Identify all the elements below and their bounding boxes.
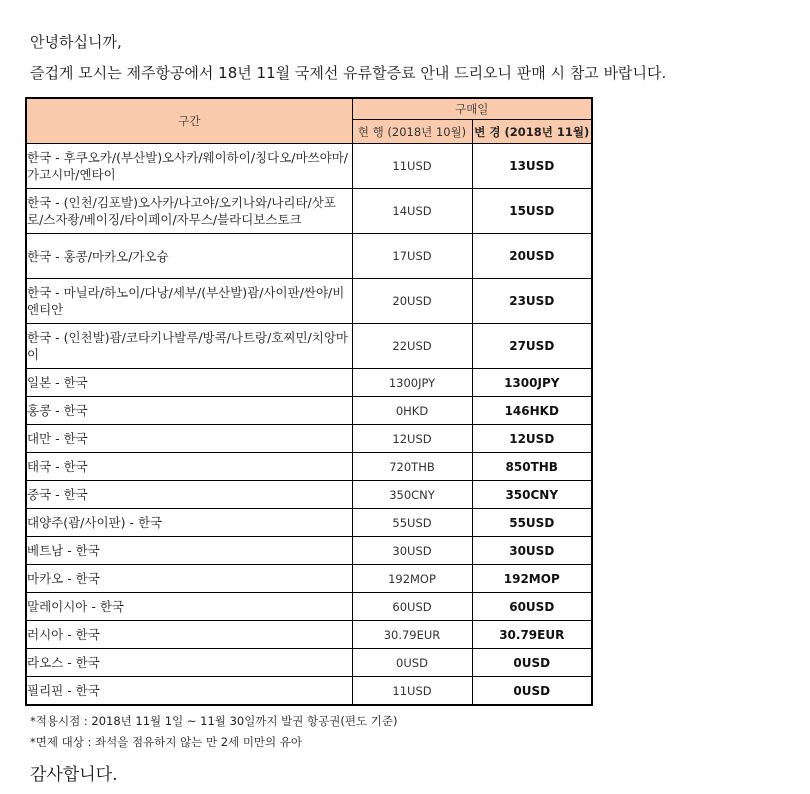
route-cell: 대만 - 한국 xyxy=(26,425,352,453)
current-fee-cell: 14USD xyxy=(352,189,472,234)
footnote-exemption: *면제 대상 : 좌석을 점유하지 않는 만 2세 미만의 유아 xyxy=(30,735,303,749)
changed-fee-cell: 13USD xyxy=(472,144,592,189)
current-fee-cell: 192MOP xyxy=(352,565,472,593)
route-cell: 중국 - 한국 xyxy=(26,481,352,509)
table-row xyxy=(26,324,592,369)
intro-text: 즐겁게 모시는 제주항공에서 18년 11월 국제선 유류할증료 안내 드리오니 판매 시 참고 바랍니다. xyxy=(30,64,667,82)
changed-fee-cell: 350CNY xyxy=(472,481,592,509)
table-row xyxy=(26,189,592,234)
table-row xyxy=(26,649,592,677)
changed-fee-cell: 146HKD xyxy=(472,397,592,425)
route-cell: 말레이시아 - 한국 xyxy=(26,593,352,621)
table-row xyxy=(26,369,592,397)
table-row xyxy=(26,593,592,621)
table-row xyxy=(26,397,592,425)
current-fee-cell: 30USD xyxy=(352,537,472,565)
header-changed: 변 경 (2018년 11월) xyxy=(472,120,592,144)
current-fee-cell: 1300JPY xyxy=(352,369,472,397)
current-fee-cell: 30.79EUR xyxy=(352,621,472,649)
changed-fee-cell: 1300JPY xyxy=(472,369,592,397)
route-cell: 홍콩 - 한국 xyxy=(26,397,352,425)
changed-fee-cell: 20USD xyxy=(472,234,592,279)
current-fee-cell: 20USD xyxy=(352,279,472,324)
changed-fee-cell: 0USD xyxy=(472,649,592,677)
route-cell: 라오스 - 한국 xyxy=(26,649,352,677)
changed-fee-cell: 30USD xyxy=(472,537,592,565)
table-row xyxy=(26,453,592,481)
route-cell: 러시아 - 한국 xyxy=(26,621,352,649)
table-row xyxy=(26,621,592,649)
current-fee-cell: 12USD xyxy=(352,425,472,453)
current-fee-cell: 0HKD xyxy=(352,397,472,425)
changed-fee-cell: 850THB xyxy=(472,453,592,481)
current-fee-cell: 17USD xyxy=(352,234,472,279)
route-cell: 한국 - (인천발)괌/코타키나발루/방콕/나트랑/호찌민/치앙마이 xyxy=(26,324,352,369)
changed-fee-cell: 15USD xyxy=(472,189,592,234)
route-cell: 필리핀 - 한국 xyxy=(26,677,352,706)
header-route: 구간 xyxy=(26,98,352,144)
current-fee-cell: 22USD xyxy=(352,324,472,369)
changed-fee-cell: 60USD xyxy=(472,593,592,621)
table-row xyxy=(26,509,592,537)
fuel-surcharge-table xyxy=(25,97,593,706)
changed-fee-cell: 0USD xyxy=(472,677,592,706)
current-fee-cell: 55USD xyxy=(352,509,472,537)
changed-fee-cell: 55USD xyxy=(472,509,592,537)
route-cell: 태국 - 한국 xyxy=(26,453,352,481)
closing-text: 감사합니다. xyxy=(30,765,118,785)
header-current: 현 행 (2018년 10월) xyxy=(352,120,472,144)
current-fee-cell: 11USD xyxy=(352,677,472,706)
route-cell: 한국 - 후쿠오카/(부산발)오사카/웨이하이/칭다오/마쓰야마/가고시마/옌타이 xyxy=(26,144,352,189)
footnotes xyxy=(30,711,397,753)
current-fee-cell: 11USD xyxy=(352,144,472,189)
route-cell: 대양주(괌/사이판) - 한국 xyxy=(26,509,352,537)
table-row xyxy=(26,425,592,453)
table-row xyxy=(26,279,592,324)
table-row xyxy=(26,481,592,509)
route-cell: 한국 - 홍콩/마카오/가오슝 xyxy=(26,234,352,279)
current-fee-cell: 60USD xyxy=(352,593,472,621)
current-fee-cell: 0USD xyxy=(352,649,472,677)
changed-fee-cell: 192MOP xyxy=(472,565,592,593)
changed-fee-cell: 12USD xyxy=(472,425,592,453)
changed-fee-cell: 23USD xyxy=(472,279,592,324)
table-row xyxy=(26,537,592,565)
route-cell: 마카오 - 한국 xyxy=(26,565,352,593)
table-row xyxy=(26,677,592,706)
route-cell: 한국 - (인천/김포발)오사카/나고야/오키나와/나리타/삿포로/스자좡/베이징/타이페이/자무스/블라디보스토크 xyxy=(26,189,352,234)
current-fee-cell: 720THB xyxy=(352,453,472,481)
table-row xyxy=(26,144,592,189)
changed-fee-cell: 27USD xyxy=(472,324,592,369)
route-cell: 베트남 - 한국 xyxy=(26,537,352,565)
changed-fee-cell: 30.79EUR xyxy=(472,621,592,649)
header-purchase-date: 구매일 xyxy=(352,98,592,120)
table-row xyxy=(26,234,592,279)
route-cell: 일본 - 한국 xyxy=(26,369,352,397)
current-fee-cell: 350CNY xyxy=(352,481,472,509)
route-cell: 한국 - 마닐라/하노이/다낭/세부/(부산발)괌/사이판/싼야/비엔티안 xyxy=(26,279,352,324)
footnote-effective-date: *적용시점 : 2018년 11월 1일 ~ 11월 30일까지 발권 항공권(편도 기준) xyxy=(30,714,398,728)
table-row xyxy=(26,565,592,593)
greeting-text: 안녕하십니까, xyxy=(30,33,122,51)
